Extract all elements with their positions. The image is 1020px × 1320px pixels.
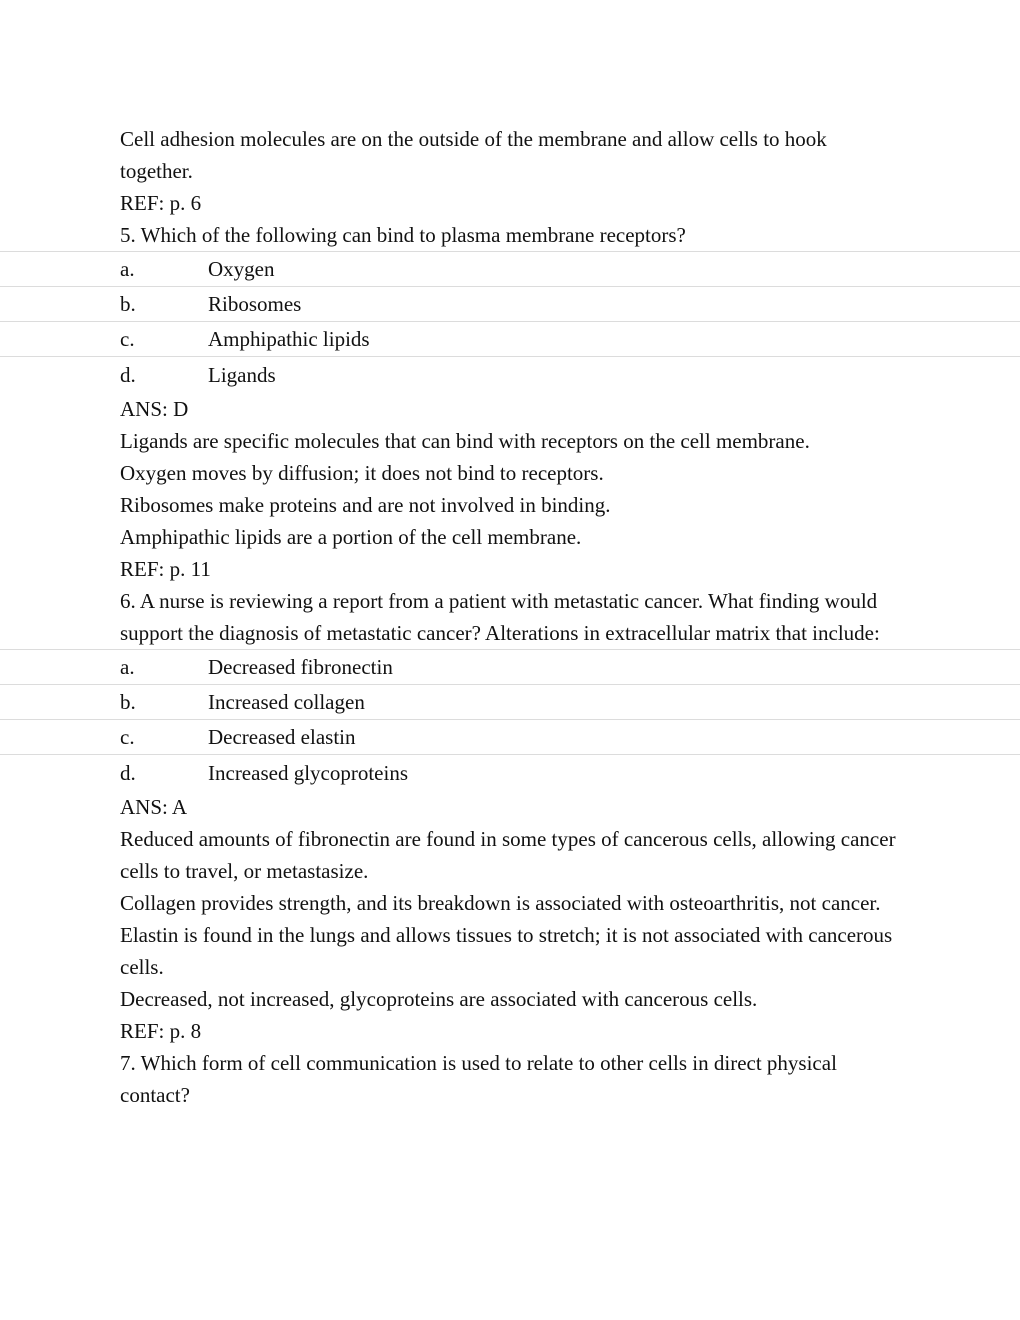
option-text: Oxygen — [208, 256, 275, 281]
option-letter: a. — [120, 654, 135, 679]
question-5-options — [0, 251, 1020, 393]
explanation-text: Oxygen moves by diffusion; it does not bind to receptors. — [120, 461, 604, 485]
option-row — [0, 252, 1020, 287]
option-text: Amphipathic lipids — [208, 326, 370, 351]
option-row — [0, 357, 1020, 393]
option-letter: b. — [120, 291, 136, 316]
explanation-text: Amphipathic lipids are a portion of the cell membrane. — [120, 525, 582, 549]
explanation-text: Collagen provides strength, and its breakdown is associated with osteoarthritis, not cancer. — [120, 891, 881, 915]
option-row — [0, 720, 1020, 755]
option-text: Ribosomes — [208, 291, 302, 316]
option-letter: a. — [120, 256, 135, 281]
explanation-text: Decreased, not increased, glycoproteins are associated with cancerous cells. — [120, 987, 758, 1011]
explanation-text: Ligands are specific molecules that can bind with receptors on the cell membrane. — [120, 429, 810, 453]
option-text: Decreased elastin — [208, 724, 356, 749]
option-letter: c. — [120, 724, 135, 749]
reference-text: REF: p. 11 — [120, 557, 211, 581]
answer-text: ANS: D — [120, 397, 189, 421]
option-text: Increased glycoproteins — [208, 760, 409, 785]
explanation-text: Ribosomes make proteins and are not involved in binding. — [120, 493, 611, 517]
question-5-text: 5. Which of the following can bind to plasma membrane receptors? — [120, 223, 686, 247]
option-text: Ligands — [208, 362, 276, 387]
reference-text: REF: p. 8 — [120, 1019, 202, 1043]
option-letter: d. — [120, 760, 136, 785]
option-row — [0, 755, 1020, 791]
explanation-text: Reduced amounts of fibronectin are found in some types of cancerous cells, allowing cancer cells to travel, or metastasize. — [120, 827, 896, 883]
question-6-text: 6. A nurse is reviewing a report from a patient with metastatic cancer. What finding would support the diagnosis of metastatic cancer? Alterations in extracellular matrix that include: — [120, 589, 880, 645]
option-letter: d. — [120, 362, 136, 387]
answer-text: ANS: A — [120, 795, 188, 819]
option-text: Increased collagen — [208, 689, 365, 714]
question-7-text: 7. Which form of cell communication is used to relate to other cells in direct physical contact? — [120, 1051, 837, 1107]
explanation-text: Elastin is found in the lungs and allows tissues to stretch; it is not associated with cancerous cells. — [120, 923, 893, 979]
option-row — [0, 650, 1020, 685]
option-row — [0, 685, 1020, 720]
option-row — [0, 287, 1020, 322]
option-text: Decreased fibronectin — [208, 654, 393, 679]
document-page — [0, 123, 1020, 1111]
question-6-options — [0, 649, 1020, 791]
option-row — [0, 322, 1020, 357]
option-letter: b. — [120, 689, 136, 714]
explanation-text: Cell adhesion molecules are on the outside of the membrane and allow cells to hook together. — [120, 127, 827, 183]
reference-text: REF: p. 6 — [120, 191, 202, 215]
option-letter: c. — [120, 326, 135, 351]
